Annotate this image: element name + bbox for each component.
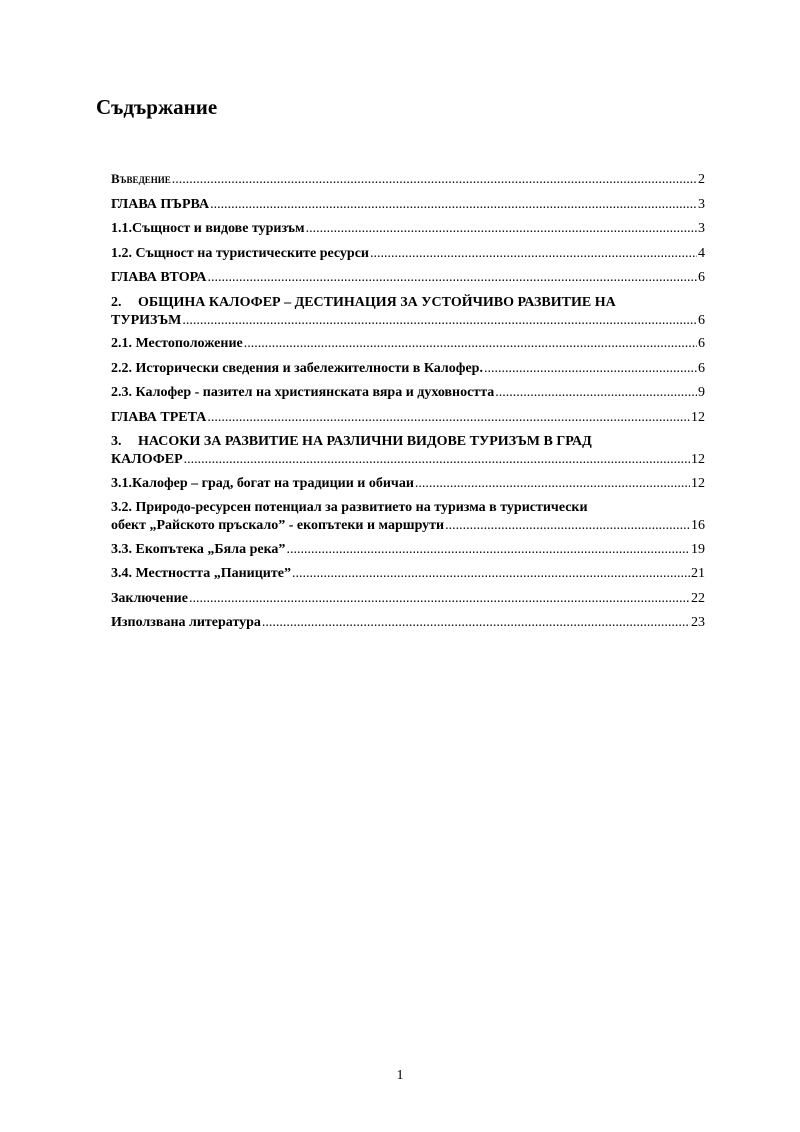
toc-entry-label: ГЛАВА ПЪРВА: [111, 196, 210, 212]
toc-entry-label: ТУРИЗЪМ: [111, 312, 182, 328]
toc-entry-label: КАЛОФЕР: [111, 452, 183, 467]
toc-entry-introduction[interactable]: [111, 170, 705, 189]
toc-entry-page: 3: [698, 221, 705, 236]
toc-entry-label: ГЛАВА ВТОРА: [111, 270, 207, 285]
toc-entry-section-3[interactable]: [111, 433, 705, 469]
toc-entry-heading-line: 3.2. Природо-ресурсен потенциал за развитието на туризма в туристически: [111, 500, 588, 515]
table-of-contents: [111, 170, 705, 639]
toc-entry-3-3[interactable]: [111, 541, 705, 559]
dot-leader: [184, 451, 690, 469]
toc-entry-page: 3: [698, 196, 705, 212]
dot-leader: [484, 360, 697, 378]
toc-entry-1-1[interactable]: [111, 220, 705, 238]
toc-entry-label: обект „Райското пръскало” - екопътеки и маршрути: [111, 518, 445, 533]
toc-entry-label: 2.1. Местоположение: [111, 336, 243, 351]
toc-entry-3-1[interactable]: [111, 475, 705, 493]
dot-leader: [207, 269, 697, 287]
dot-leader: [292, 565, 690, 583]
toc-entry-page: 12: [691, 452, 705, 467]
toc-entry-heading-line: ОБЩИНА КАЛОФЕР – ДЕСТИНАЦИЯ ЗА УСТОЙЧИВО РАЗВИТИЕ НА: [138, 294, 616, 310]
toc-entry-label: 2.2. Исторически сведения и забележителности в Калофер.: [111, 360, 483, 376]
toc-entry-references[interactable]: [111, 614, 705, 632]
page-number: 1: [396, 1068, 404, 1083]
toc-entry-label: Въведение: [111, 171, 171, 186]
toc-entry-page: 4: [698, 245, 705, 261]
toc-entry-heading-line: НАСОКИ ЗА РАЗВИТИЕ НА РАЗЛИЧНИ ВИДОВЕ ТУРИЗЪМ В ГРАД: [138, 434, 592, 449]
toc-entry-label: Същност и видове туризъм: [132, 221, 305, 236]
toc-entry-page: 19: [691, 541, 705, 557]
toc-entry-page: 12: [691, 409, 705, 425]
toc-entry-number: 2.: [111, 294, 122, 310]
toc-title: Съдържание: [96, 95, 218, 119]
toc-entry-2-3[interactable]: [111, 384, 705, 402]
dot-leader: [189, 590, 690, 608]
toc-entry-page: 23: [691, 615, 705, 630]
toc-entry-conclusion[interactable]: [111, 590, 705, 608]
toc-entry-page: 6: [698, 270, 705, 285]
dot-leader: [172, 171, 697, 189]
toc-entry-number: 3.1.: [111, 475, 132, 491]
dot-leader: [445, 517, 690, 535]
toc-entry-3-2[interactable]: [111, 499, 705, 535]
toc-entry-label: Използвана литература: [111, 615, 261, 630]
toc-entry-label: 3.3. Екопътека „Бяла река”: [111, 541, 286, 557]
toc-entry-2-2[interactable]: [111, 360, 705, 378]
toc-entry-label: 2.3. Калофер - пазител на християнската вяра и духовността: [111, 385, 495, 400]
toc-entry-page: 9: [698, 385, 705, 400]
dot-leader: [370, 245, 697, 263]
toc-entry-label: 3.4. Местността „Паниците”: [111, 566, 291, 581]
toc-entry-page: 21: [691, 566, 705, 581]
toc-entry-label: Заключение: [111, 590, 188, 606]
toc-entry-page: 6: [698, 312, 705, 328]
dot-leader: [262, 614, 690, 632]
dot-leader: [286, 541, 690, 559]
toc-entry-chapter-three[interactable]: [111, 409, 705, 427]
dot-leader: [306, 220, 697, 238]
toc-entry-number: 1.1.: [111, 221, 132, 236]
dot-leader: [207, 409, 690, 427]
toc-entry-chapter-two[interactable]: [111, 269, 705, 287]
toc-entry-number: 3.: [111, 434, 122, 449]
toc-entry-2-1[interactable]: [111, 335, 705, 353]
toc-entry-page: 6: [698, 360, 705, 376]
dot-leader: [495, 384, 697, 402]
toc-entry-page: 2: [698, 172, 705, 187]
toc-entry-3-4[interactable]: [111, 565, 705, 583]
toc-entry-page: 16: [691, 518, 705, 533]
toc-entry-label: Калофер – град, богат на традиции и обичаи: [132, 475, 414, 491]
toc-entry-1-2[interactable]: [111, 245, 705, 263]
toc-entry-section-2[interactable]: [111, 294, 705, 330]
toc-entry-page: 12: [691, 475, 705, 491]
toc-entry-page: 6: [698, 336, 705, 351]
dot-leader: [210, 196, 697, 214]
toc-entry-chapter-one[interactable]: [111, 196, 705, 214]
dot-leader: [415, 475, 690, 493]
toc-entry-label: 1.2. Същност на туристическите ресурси: [111, 245, 370, 261]
dot-leader: [244, 335, 697, 353]
dot-leader: [182, 312, 697, 330]
toc-entry-label: ГЛАВА ТРЕТА: [111, 409, 207, 425]
toc-entry-page: 22: [691, 590, 705, 606]
